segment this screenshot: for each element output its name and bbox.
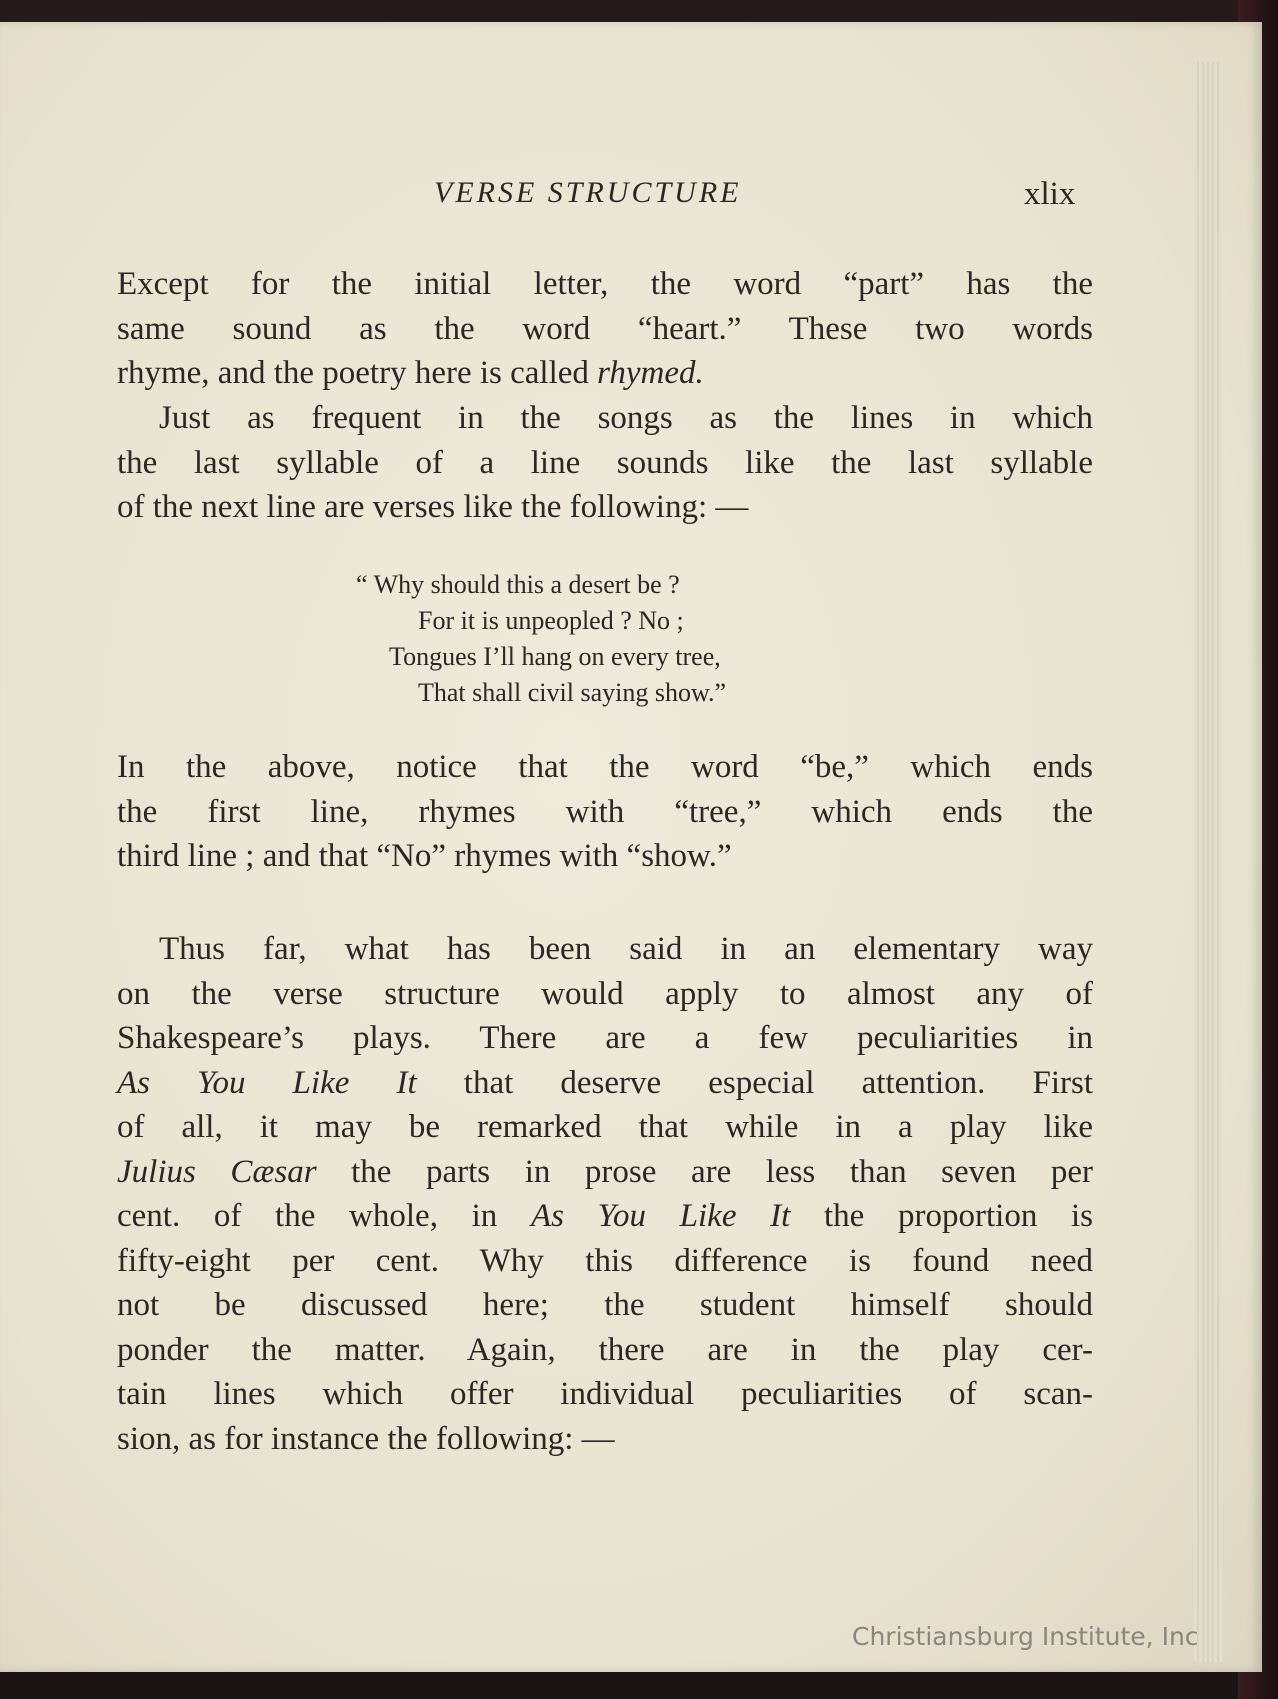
text-line: the first line, rhymes with “tree,” which ends the: [117, 793, 1093, 830]
text-line: sion, as for instance the following: —: [117, 1420, 615, 1457]
text-line: third line ; and that “No” rhymes with “show.”: [117, 838, 732, 874]
emphasis-rhymed: rhymed.: [597, 355, 704, 391]
play-title: As You Like It: [530, 1198, 791, 1234]
page-number: xlix: [1024, 176, 1076, 212]
text-line: same sound as the word “heart.” These two words: [117, 310, 1093, 347]
text-line: ponder the matter. Again, there are in the play cer-: [117, 1331, 1093, 1368]
book-cover-edge-top: [0, 0, 1278, 24]
text-line: of all, it may be remarked that while in a play like: [117, 1109, 1093, 1145]
verse-line: That shall civil saying show.”: [418, 678, 727, 707]
text-line: fifty-eight per cent. Why this difference is found need: [117, 1242, 1093, 1279]
text-line: Just as frequent in the songs as the lines in which: [159, 400, 1093, 436]
paragraph-rhyme-notice: [117, 745, 1093, 879]
verse-quotation: [356, 567, 726, 711]
text-line: tain lines which offer individual peculiarities of scan-: [117, 1376, 1093, 1412]
text-line: of the next line are verses like the following: —: [117, 489, 749, 525]
text-line: Thus far, what has been said in an elementary way: [159, 931, 1093, 967]
text-line: the last syllable of a line sounds like the last syllable: [117, 444, 1093, 481]
paragraph-peculiarities: [117, 927, 1093, 1461]
book-page: [0, 22, 1262, 1672]
text-line: In the above, notice that the word “be,” which ends: [117, 749, 1093, 785]
text-line: [117, 1150, 1093, 1195]
verse-line: “ Why should this a desert be ?: [356, 570, 680, 599]
text-span: cent. of the whole, in: [117, 1198, 531, 1234]
text-line: Except for the initial letter, the word “part” has the: [117, 266, 1093, 302]
page-header: [0, 176, 1262, 216]
text-line: [117, 351, 1093, 396]
text-span: rhyme, and the poetry here is called: [117, 355, 598, 391]
running-head: VERSE STRUCTURE: [434, 176, 742, 209]
verse-line: Tongues I’ll hang on every tree,: [389, 642, 721, 671]
text-span: the proportion is: [790, 1198, 1094, 1234]
play-title: As You Like It: [117, 1064, 417, 1101]
text-span: the parts in prose are less than seven per: [316, 1153, 1093, 1190]
text-line: not be discussed here; the student himself should: [117, 1287, 1093, 1323]
page-stack-edges: [1194, 62, 1222, 1662]
watermark: Christiansburg Institute, Inc: [852, 1622, 1199, 1651]
paragraph-rhyme-definition: [117, 262, 1093, 396]
text-line: Shakespeare’s plays. There are a few peculiarities in: [117, 1020, 1093, 1056]
verse-line: For it is unpeopled ? No ;: [418, 606, 684, 635]
text-line: [117, 1194, 1093, 1239]
text-line: [117, 1061, 1093, 1106]
play-title: Julius Cæsar: [117, 1153, 317, 1190]
text-line: on the verse structure would apply to almost any of: [117, 975, 1093, 1012]
paragraph-frequent-verses: [117, 396, 1093, 530]
text-span: that deserve especial attention. First: [416, 1064, 1094, 1101]
